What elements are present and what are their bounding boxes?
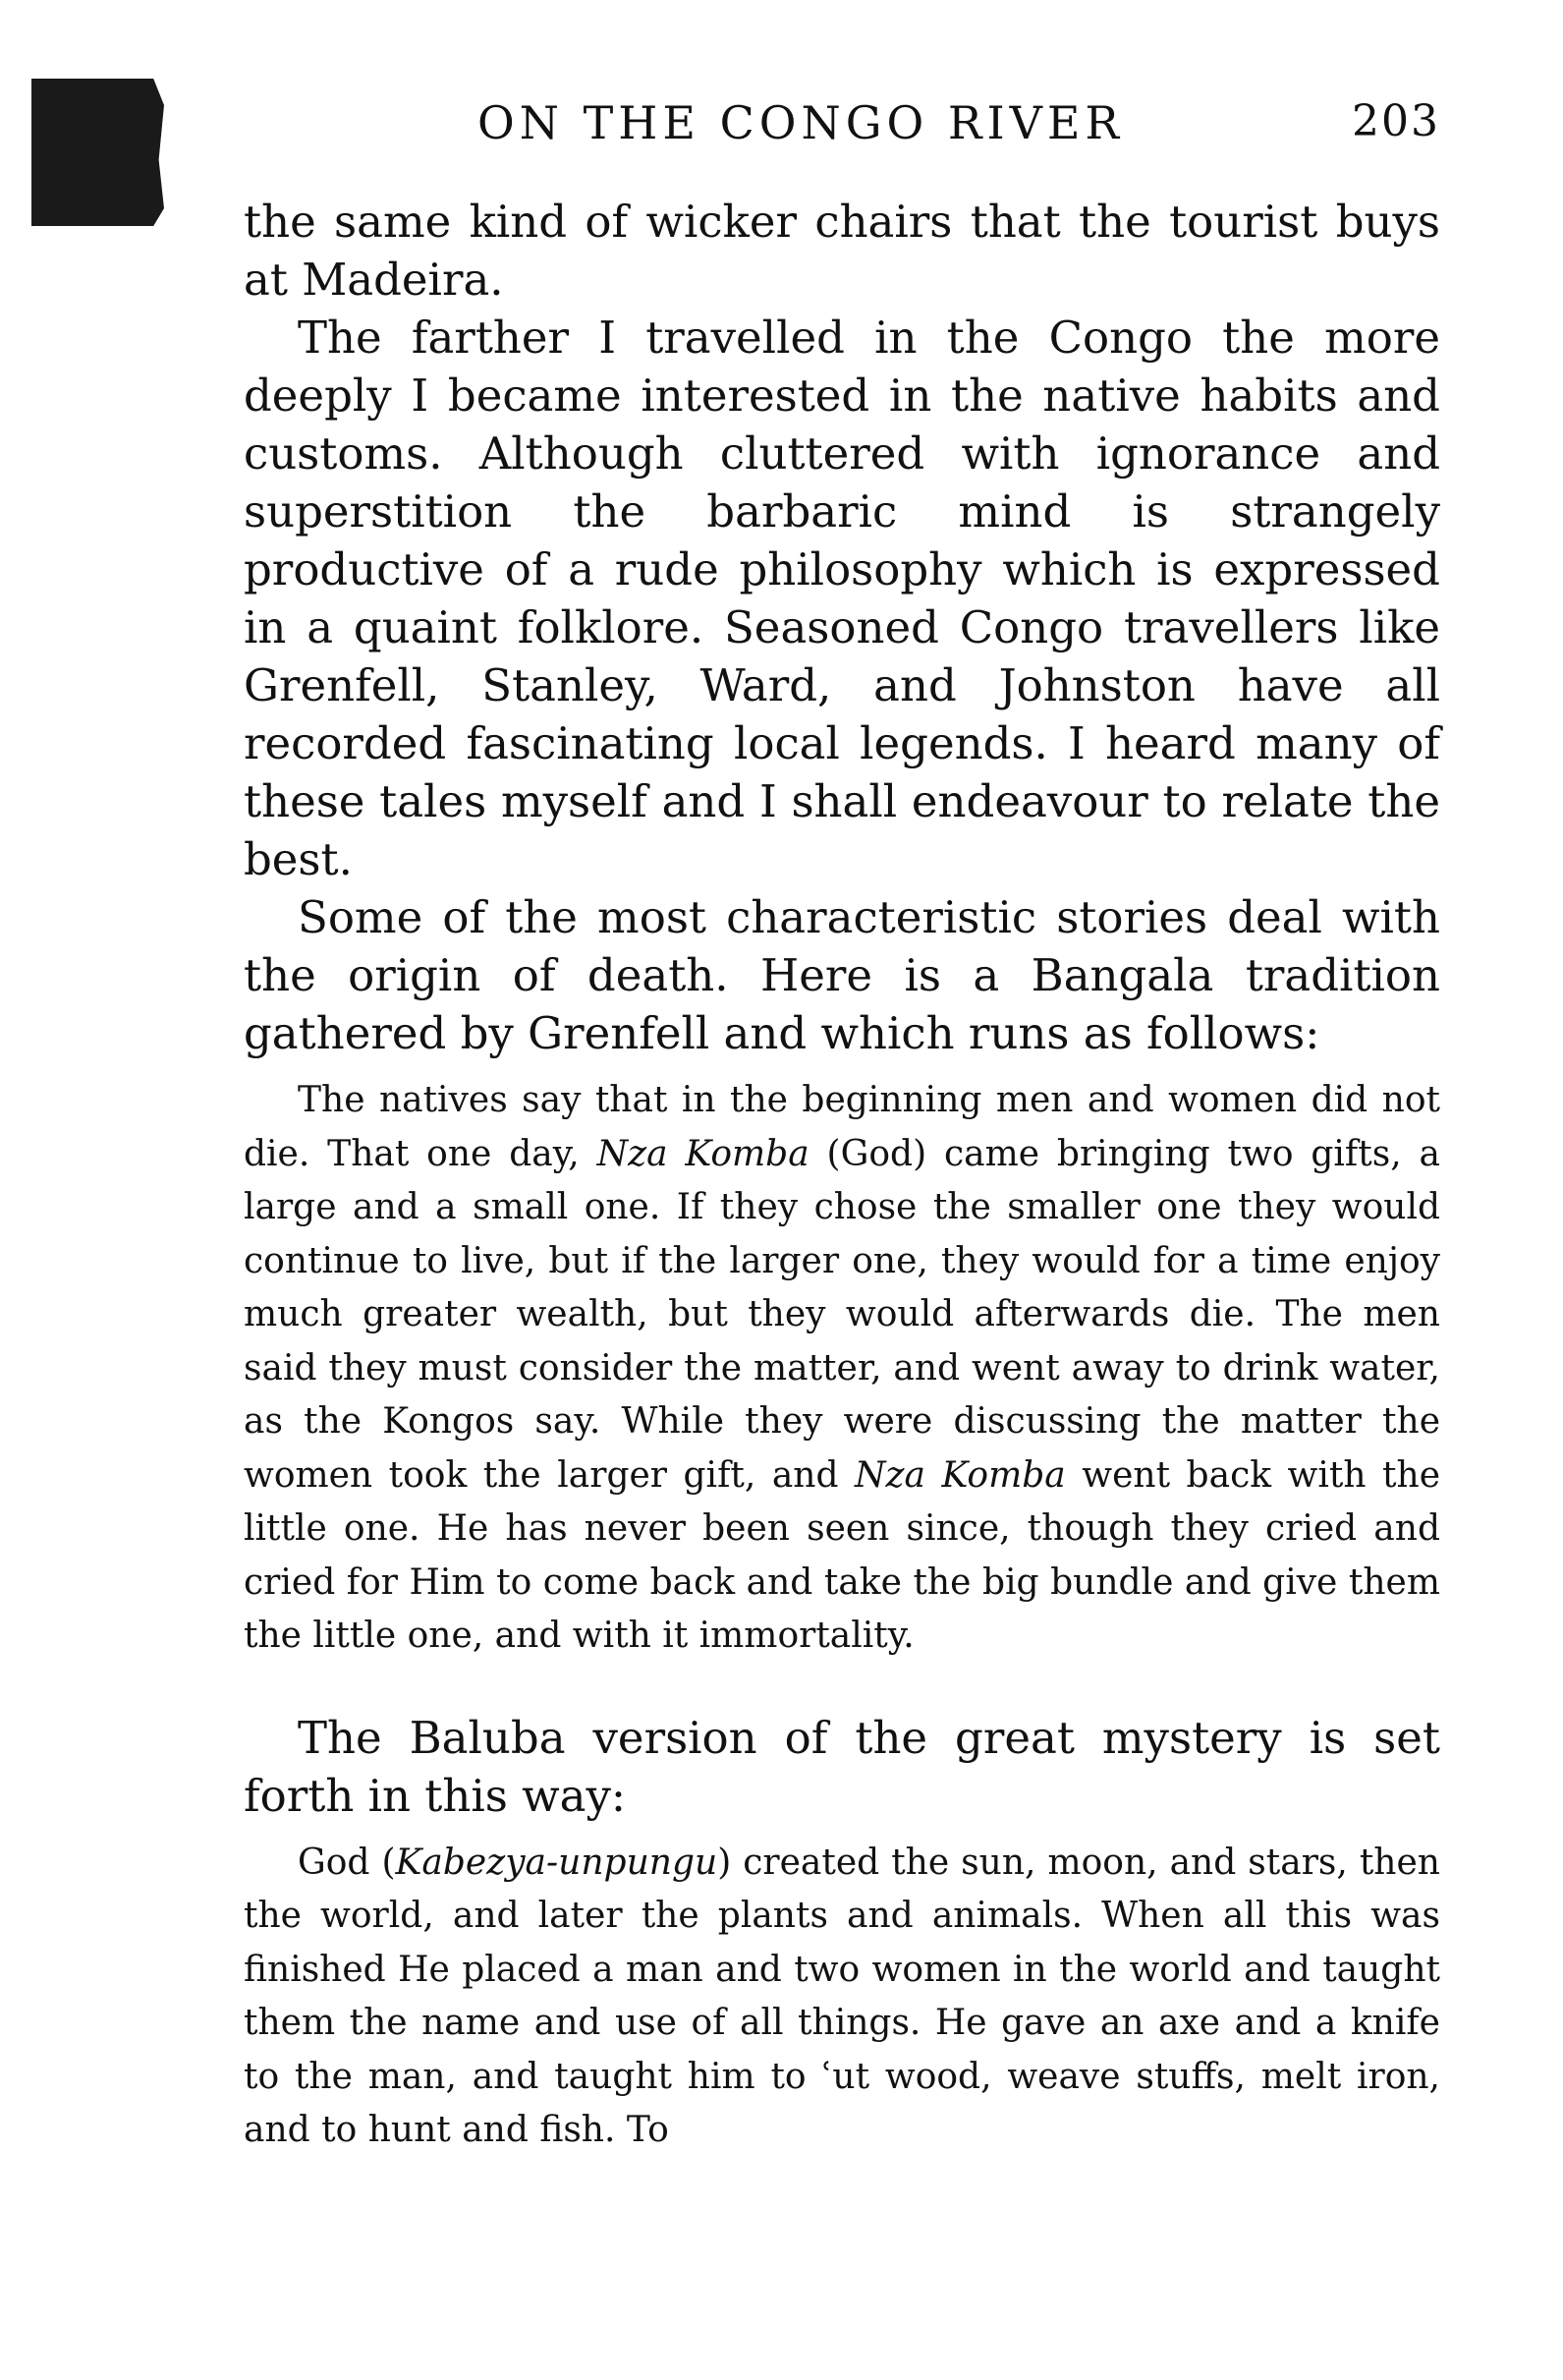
paragraph xyxy=(244,309,1440,888)
spacer xyxy=(244,1664,1440,1709)
text-run: Some of the most characteristic stories deal with the origin of death. Here is a Bangala tradition gathered by Grenfell and which runs as follows: xyxy=(244,891,1440,1059)
text-run: went back with the little one. He has never been seen since, though they cried and cried for Him to come back and take the big bundle and give them the little one, and with it immortality. xyxy=(244,1454,1441,1656)
page-number: 203 xyxy=(1352,96,1440,146)
italic-text-run: Nza Komba xyxy=(855,1454,1066,1496)
spacer xyxy=(244,1825,1440,1837)
paragraph xyxy=(244,193,1440,309)
page-edge-shadow xyxy=(31,79,164,226)
text-run: The natives say that in the beginning men and women did not die. That one day, xyxy=(244,1080,1440,1174)
text-run: ) created the sun, moon, and stars, then the world, and later the plants and animals. When all this was finished He placed a man and two women in the world and taught them the name and use of all things. He gave an axe and a knife to the man, and taught him to ʿut wood, weave stuffs, melt iron, and to hunt and fish. To xyxy=(244,1842,1440,2150)
italic-text-run: Nza Komba xyxy=(596,1133,809,1174)
extract-paragraph xyxy=(244,1074,1440,1664)
text-run: the same kind of wicker chairs that the tourist buys at Madeira. xyxy=(244,196,1440,306)
spacer xyxy=(244,1062,1440,1074)
text-run: God ( xyxy=(298,1842,396,1883)
running-head xyxy=(244,96,1440,155)
text-run: (God) came bringing two gifts, a large and a small one. If they chose the smaller one they would continue to live, but if the larger one, they would for a time enjoy much greater wealth, but they would afterwards die. The men said they must consider the matter, and went away to drink water, as the Kongos say. While they were discussing the matter the women took the larger gift, and xyxy=(244,1133,1440,1496)
paragraph xyxy=(244,1709,1440,1825)
text-run: The farther I travelled in the Congo the more deeply I became interested in the native habits and customs. Although cluttered with ignorance and superstition the barbaric mind is strangely productive of a rude philosophy which is expressed in a quaint folklore. Seasoned Congo travellers like Grenfell, Stanley, Ward, and Johnston have all recorded fascinating local legends. I heard many of these tales myself and I shall endeavour to relate the best. xyxy=(244,312,1440,885)
extract-paragraph xyxy=(244,1837,1440,2158)
page-body xyxy=(244,193,1440,2158)
italic-text-run: Kabezya-unpungu xyxy=(395,1842,718,1883)
running-head-title: ON THE CONGO RIVER xyxy=(477,96,1125,149)
text-run: The Baluba version of the great mystery is set forth in this way: xyxy=(244,1711,1440,1822)
paragraph xyxy=(244,888,1440,1062)
